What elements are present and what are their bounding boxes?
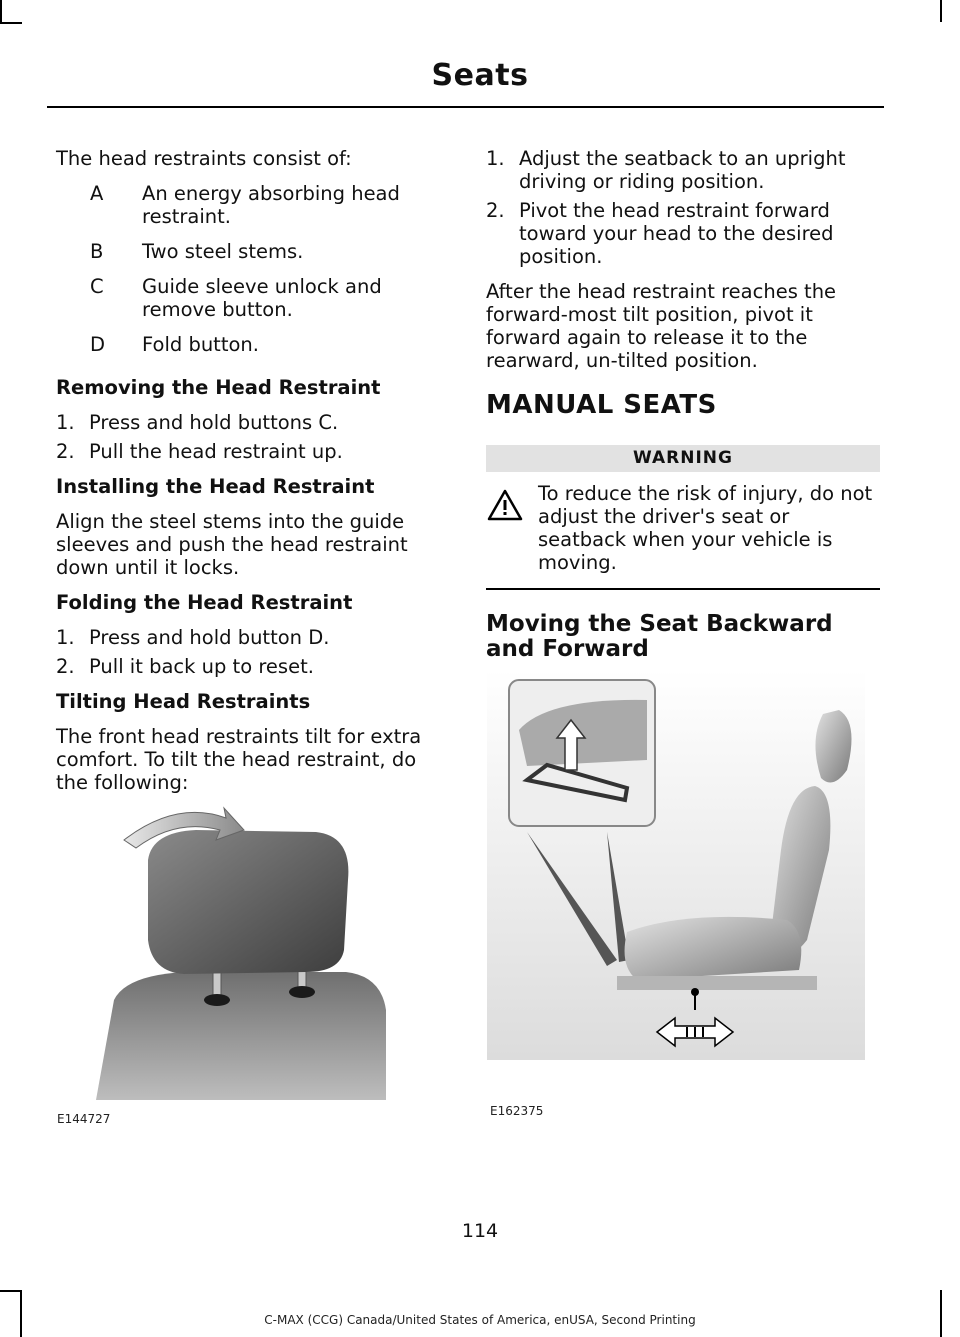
after-text: After the head restraint reaches the forward-most tilt position, pivot it forward again to release it to the rearward, un-tilted position. [486, 280, 837, 372]
list-item [56, 655, 448, 678]
removing-heading: Removing the Head Restraint [56, 376, 381, 399]
seat-cushion-shape [625, 917, 802, 980]
list-item [56, 182, 448, 228]
part-key: B [90, 240, 104, 263]
tilting-text: The front head restraints tilt for extra comfort. To tilt the head restraint, do the following: [56, 725, 422, 794]
warning-box [486, 445, 880, 590]
footer-text: C-MAX (CCG) Canada/United States of America, enUSA, Second Printing [264, 1313, 696, 1327]
part-text: An energy absorbing head restraint. [142, 182, 400, 228]
folding-heading: Folding the Head Restraint [56, 591, 353, 614]
crop-mark [940, 0, 942, 22]
crop-mark [0, 0, 2, 22]
step-number: 2. [56, 440, 75, 463]
moving-seat-heading: Moving the Seat Backward and Forward [486, 611, 833, 662]
part-key: C [90, 275, 104, 298]
seat-track [617, 976, 817, 990]
part-text: Fold button. [142, 333, 259, 356]
marker-dot [691, 988, 699, 996]
installing-heading: Installing the Head Restraint [56, 475, 375, 498]
step-text: Pivot the head restraint forward toward your head to the desired position. [519, 199, 834, 268]
crop-mark [0, 22, 22, 24]
left-column [56, 147, 448, 806]
step-number: 1. [56, 626, 75, 649]
step-text: Press and hold buttons C. [89, 411, 339, 434]
crop-mark [0, 1290, 22, 1292]
warning-text: To reduce the risk of injury, do not adjust the driver's seat or seatback when your vehicle is moving. [538, 482, 873, 574]
intro-text: The head restraints consist of: [56, 147, 352, 170]
list-item [56, 626, 448, 649]
right-column [486, 147, 880, 674]
guide-sleeve [289, 986, 315, 998]
seatback-shape [96, 972, 386, 1100]
list-item [56, 411, 448, 434]
page-title: Seats [431, 58, 529, 93]
warning-triangle-icon [486, 482, 538, 574]
list-item [56, 440, 448, 463]
step-number: 2. [486, 199, 505, 222]
warning-body [486, 472, 880, 590]
step-number: 2. [56, 655, 75, 678]
step-number: 1. [486, 147, 505, 170]
step-text: Pull it back up to reset. [89, 655, 314, 678]
part-key: D [90, 333, 106, 356]
step-text: Adjust the seatback to an upright driving or riding position. [519, 147, 846, 193]
page-number: 114 [461, 1220, 499, 1242]
head-restraint-figure [56, 800, 446, 1110]
list-item [56, 275, 448, 321]
seat-adjust-figure [487, 670, 865, 1060]
warning-label: WARNING [486, 445, 880, 472]
installing-text: Align the steel stems into the guide sleeves and push the head restraint down until it locks. [56, 510, 408, 579]
manual-seats-heading: MANUAL SEATS [486, 390, 717, 420]
guide-sleeve [204, 994, 230, 1006]
list-item [56, 240, 448, 263]
part-key: A [90, 182, 104, 205]
part-text: Guide sleeve unlock and remove button. [142, 275, 382, 321]
step-text: Press and hold button D. [89, 626, 330, 649]
left-figure-code: E144727 [57, 1112, 111, 1126]
tilting-heading: Tilting Head Restraints [56, 690, 311, 713]
part-text: Two steel stems. [142, 240, 304, 263]
right-figure-code: E162375 [490, 1104, 544, 1118]
list-item [486, 199, 880, 268]
list-item [486, 147, 880, 193]
step-text: Pull the head restraint up. [89, 440, 343, 463]
header-divider [47, 106, 884, 108]
step-number: 1. [56, 411, 75, 434]
list-item [56, 333, 448, 356]
parts-list [56, 182, 448, 356]
head-restraint-shape [148, 830, 348, 974]
